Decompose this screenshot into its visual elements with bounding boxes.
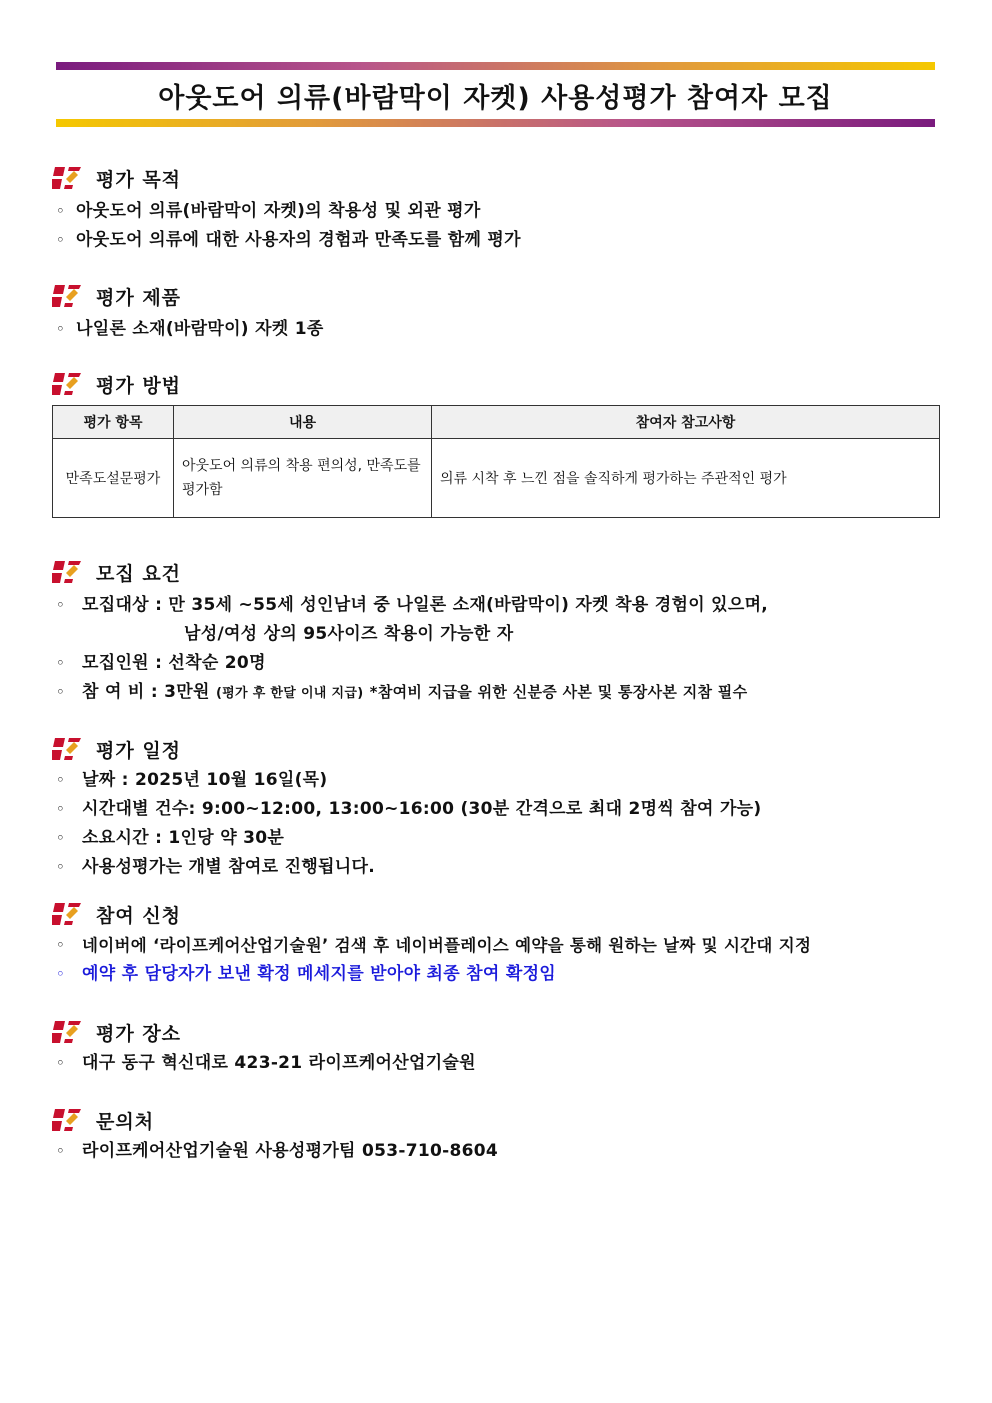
section-title: 문의처 [96, 1110, 155, 1133]
list-item: ◦ 소요시간 : 1인당 약 30분 [56, 828, 285, 848]
section-location [52, 1019, 940, 1078]
table-header: 내용 [174, 406, 432, 439]
section-logo-icon [52, 737, 82, 761]
list-item: ◦ 네이버에 ‘라이프케어산업기술원’ 검색 후 네이버플레이스 예약을 통해 원하는 날짜 및 시간대 지정 [56, 936, 812, 955]
list-item: ◦ 모집인원 : 선착순 20명 [56, 653, 266, 673]
list-item: ◦ 날짜 : 2025년 10월 16일(목) [56, 770, 328, 790]
section-logo-icon [52, 284, 82, 308]
section-purpose [52, 165, 940, 255]
method-table [52, 405, 940, 518]
section-schedule [52, 736, 940, 882]
section-apply [52, 901, 940, 989]
list-item: ◦ 나일론 소재(바람막이) 자켓 1종 [56, 319, 324, 339]
section-contact [52, 1107, 940, 1166]
section-method [52, 371, 940, 518]
table-cell: 만족도설문평가 [53, 439, 174, 518]
table-header: 참여자 참고사항 [432, 406, 940, 439]
section-title: 평가 방법 [96, 374, 182, 397]
contact-phone: ◦ 라이프케어산업기술원 사용성평가팀 053-710-8604 [56, 1141, 498, 1161]
section-product [52, 283, 940, 344]
title-bottom-bar [56, 119, 935, 127]
section-logo-icon [52, 1020, 82, 1044]
table-header: 평가 항목 [53, 406, 174, 439]
section-logo-icon [52, 1108, 82, 1132]
list-item: ◦ 시간대별 건수: 9:00~12:00, 13:00~16:00 (30분 간격으로 최대 2명씩 참여 가능) [56, 799, 762, 819]
section-title: 평가 일정 [96, 739, 182, 762]
section-title: 참여 신청 [96, 904, 182, 927]
section-logo-icon [52, 560, 82, 584]
section-logo-icon [52, 166, 82, 190]
list-item-continuation: 남성/여성 상의 95사이즈 착용이 가능한 자 [184, 624, 514, 644]
section-logo-icon [52, 372, 82, 396]
list-item: ◦ 대구 동구 혁신대로 423-21 라이프케어산업기술원 [56, 1053, 476, 1073]
list-item: ◦ 아웃도어 의류에 대한 사용자의 경험과 만족도를 함께 평가 [56, 230, 521, 250]
title-top-bar [56, 62, 935, 70]
list-item: ◦ 사용성평가는 개별 참여로 진행됩니다. [56, 857, 375, 877]
section-logo-icon [52, 902, 82, 926]
section-requirements [52, 559, 940, 708]
list-item: ◦ 모집대상 : 만 35세 ~55세 성인남녀 중 나일론 소재(바람막이) 자켓 착용 경험이 있으며, [56, 595, 769, 615]
section-title: 평가 목적 [96, 168, 182, 191]
table-header-row [53, 406, 940, 439]
page-title: 아웃도어 의류(바람막이 자켓) 사용성평가 참여자 모집 [158, 83, 833, 114]
confirmation-notice: ◦ 예약 후 담당자가 보낸 확정 메세지를 받아야 최종 참여 확정임 [56, 964, 557, 984]
section-title: 평가 장소 [96, 1022, 182, 1045]
list-item: ◦ 참 여 비 : 3만원 (평가 후 한달 이내 지급) *참여비 지급을 위한 신분증 사본 및 통장사본 지참 필수 [56, 682, 748, 702]
table-cell: 의류 시착 후 느낀 점을 솔직하게 평가하는 주관적인 평가 [432, 439, 940, 518]
table-row [53, 439, 940, 518]
section-title: 평가 제품 [96, 286, 182, 309]
table-cell: 아웃도어 의류의 착용 편의성, 만족도를 평가함 [174, 439, 432, 518]
list-item: ◦ 아웃도어 의류(바람막이 자켓)의 착용성 및 외관 평가 [56, 201, 481, 221]
section-title: 모집 요건 [96, 562, 182, 585]
